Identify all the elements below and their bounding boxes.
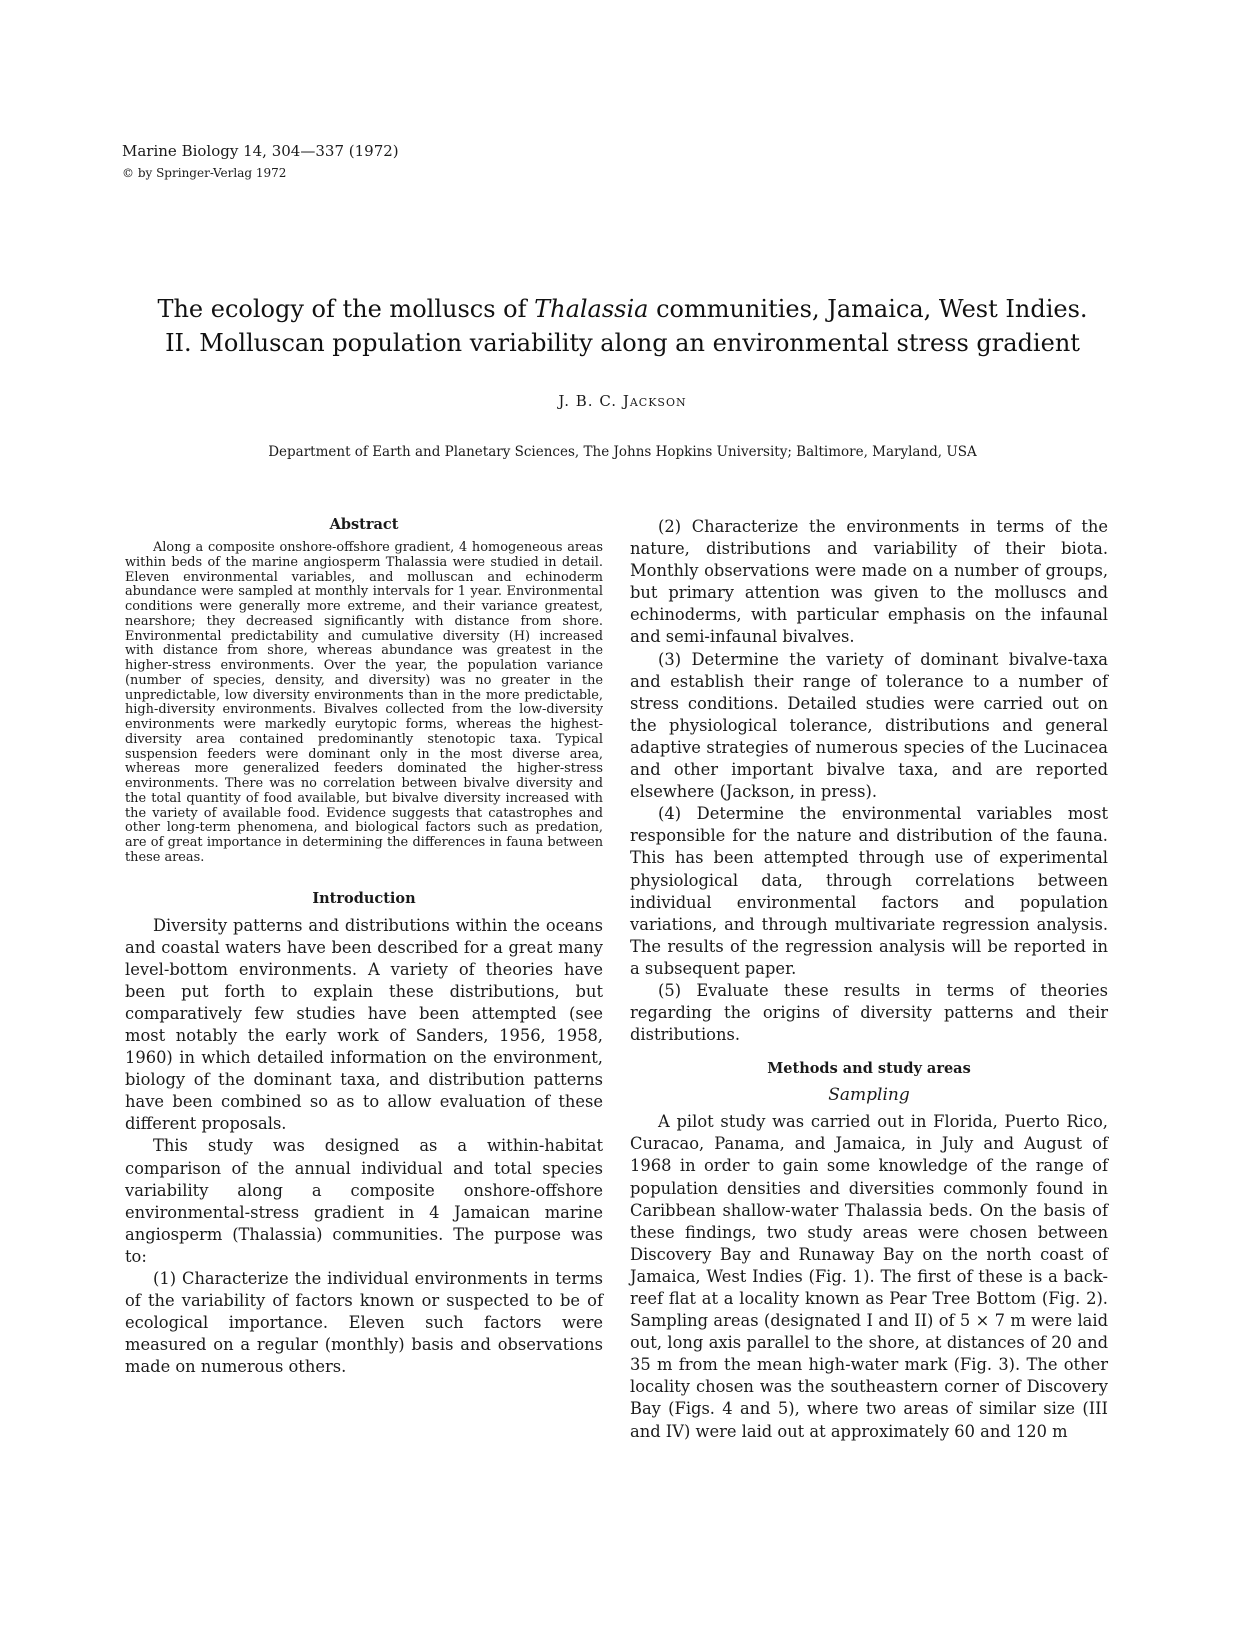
title-line-1 [0, 292, 1245, 326]
abstract-text: Along a composite onshore-offshore gradient, 4 homogeneous areas within beds of the marine angiosperm Thalassia were studied in detail. Eleven environmental variables, and molluscan and echinoderm abundance were sampled at monthly intervals for 1 year. Environmental conditions were generally more extreme, and their variance greatest, nearshore; they decreased significantly with distance from shore. Environmental predictability and cumulative diversity (H) increased with distance from shore, whereas abundance was greatest in the higher-stress environments. Over the year, the population variance (number of species, density, and diversity) was no greater in the unpredictable, low diversity environments than in the more predictable, high-diversity environments. Bivalves collected from the low-diversity environments were markedly eurytopic forms, whereas the highest-diversity area contained predominantly stenotopic taxa. Typical suspension feeders were dominant only in the most diverse area, whereas more generalized feeders dominated the higher-stress environments. There was no correlation between bivalve diversity and the total quantity of food available, but bivalve diversity increased with the variety of available food. Evidence suggests that catastrophes and other long-term phenomena, and biological factors such as predation, are of great importance in determining the differences in fauna between these areas. [125, 540, 603, 865]
introduction-heading: Introduction [312, 889, 416, 907]
title-line-2: II. Molluscan population variability along an environmental stress gradient [165, 329, 1080, 357]
right-column [630, 516, 1108, 1443]
aims-list [630, 516, 1108, 1046]
abstract-section [125, 516, 603, 866]
affiliation: Department of Earth and Planetary Sciences, The Johns Hopkins University; Baltimore, Maryland, USA [268, 444, 977, 460]
methods-section [630, 1060, 1108, 1442]
aim-paragraph: (5) Evaluate these results in terms of theories regarding the origins of diversity patterns and their distributions. [630, 980, 1108, 1045]
sampling-subheading: Sampling [828, 1085, 910, 1106]
copyright-line: © by Springer-Verlag 1972 [122, 166, 287, 180]
paper-title [0, 292, 1245, 360]
intro-paragraph: (1) Characterize the individual environments in terms of the variability of factors known or suspected to be of ecological importance. Eleven such factors were measured on a regular (monthly) basis and observations made on numerous others. [125, 1269, 603, 1377]
introduction-section [125, 890, 603, 1379]
author-initials: J. B. C. [558, 392, 623, 410]
aim-paragraph: (4) Determine the environmental variables most responsible for the nature and distribution of the fauna. This has been attempted through use of experimental physiological data, through correlations between individual environmental factors and population variations, and through multivariate regression analysis. The results of the regression analysis will be reported in a subsequent paper. [630, 804, 1108, 978]
title-line-1-start: The ecology of the molluscs of [157, 295, 535, 323]
aim-paragraph: (2) Characterize the environments in terms of the nature, distributions and variability of their biota. Monthly observations were made on a number of groups, but primary attention was given to the molluscs and echinoderms, with particular emphasis on the infaunal and semi-infaunal bivalves. [630, 517, 1108, 647]
methods-heading: Methods and study areas [767, 1060, 971, 1078]
journal-citation: Marine Biology 14, 304—337 (1972) [122, 142, 399, 160]
aim-paragraph: (3) Determine the variety of dominant bivalve-taxa and establish their range of tolerance to a number of stress conditions. Detailed studies were carried out on the physiological tolerance, distributions and general adaptive strategies of numerous species of the Lucinacea and other important bivalve taxa, and are reported elsewhere (Jackson, in press). [630, 649, 1108, 802]
running-header [122, 140, 399, 184]
left-column [125, 516, 603, 1378]
author-surname: Jackson [622, 392, 687, 410]
author-line [0, 392, 1245, 410]
title-genus: Thalassia [534, 295, 649, 323]
intro-paragraph: This study was designed as a within-habitat comparison of the annual individual and total species variability along a composite onshore-offshore environmental-stress gradient in 4 Jamaican marine angiosperm (Thalassia) communities. The purpose was to: [125, 1136, 603, 1266]
intro-paragraph: Diversity patterns and distributions within the oceans and coastal waters have been described for a great many level-bottom environments. A variety of theories have been put forth to explain these distributions, but comparatively few studies have been attempted (see most notably the early work of Sanders, 1956, 1958, 1960) in which detailed information on the environment, biology of the dominant taxa, and distribution patterns have been combined so as to allow evaluation of these different proposals. [125, 915, 603, 1134]
abstract-heading: Abstract [329, 516, 399, 533]
methods-paragraph: A pilot study was carried out in Florida, Puerto Rico, Curacao, Panama, and Jamaica, in July and August of 1968 in order to gain some knowledge of the range of population densities and diversities commonly found in Caribbean shallow-water Thalassia beds. On the basis of these findings, two study areas were chosen between Discovery Bay and Runaway Bay on the north coast of Jamaica, West Indies (Fig. 1). The first of these is a back-reef flat at a locality known as Pear Tree Bottom (Fig. 2). Sampling areas (designated I and II) of 5 × 7 m were laid out, long axis parallel to the shore, at distances of 20 and 35 m from the mean high-water mark (Fig. 3). The other locality chosen was the southeastern corner of Discovery Bay (Figs. 4 and 5), where two areas of similar size (III and IV) were laid out at approximately 60 and 120 m [630, 1112, 1108, 1441]
title-line-1-end: communities, Jamaica, West Indies. [648, 295, 1088, 323]
